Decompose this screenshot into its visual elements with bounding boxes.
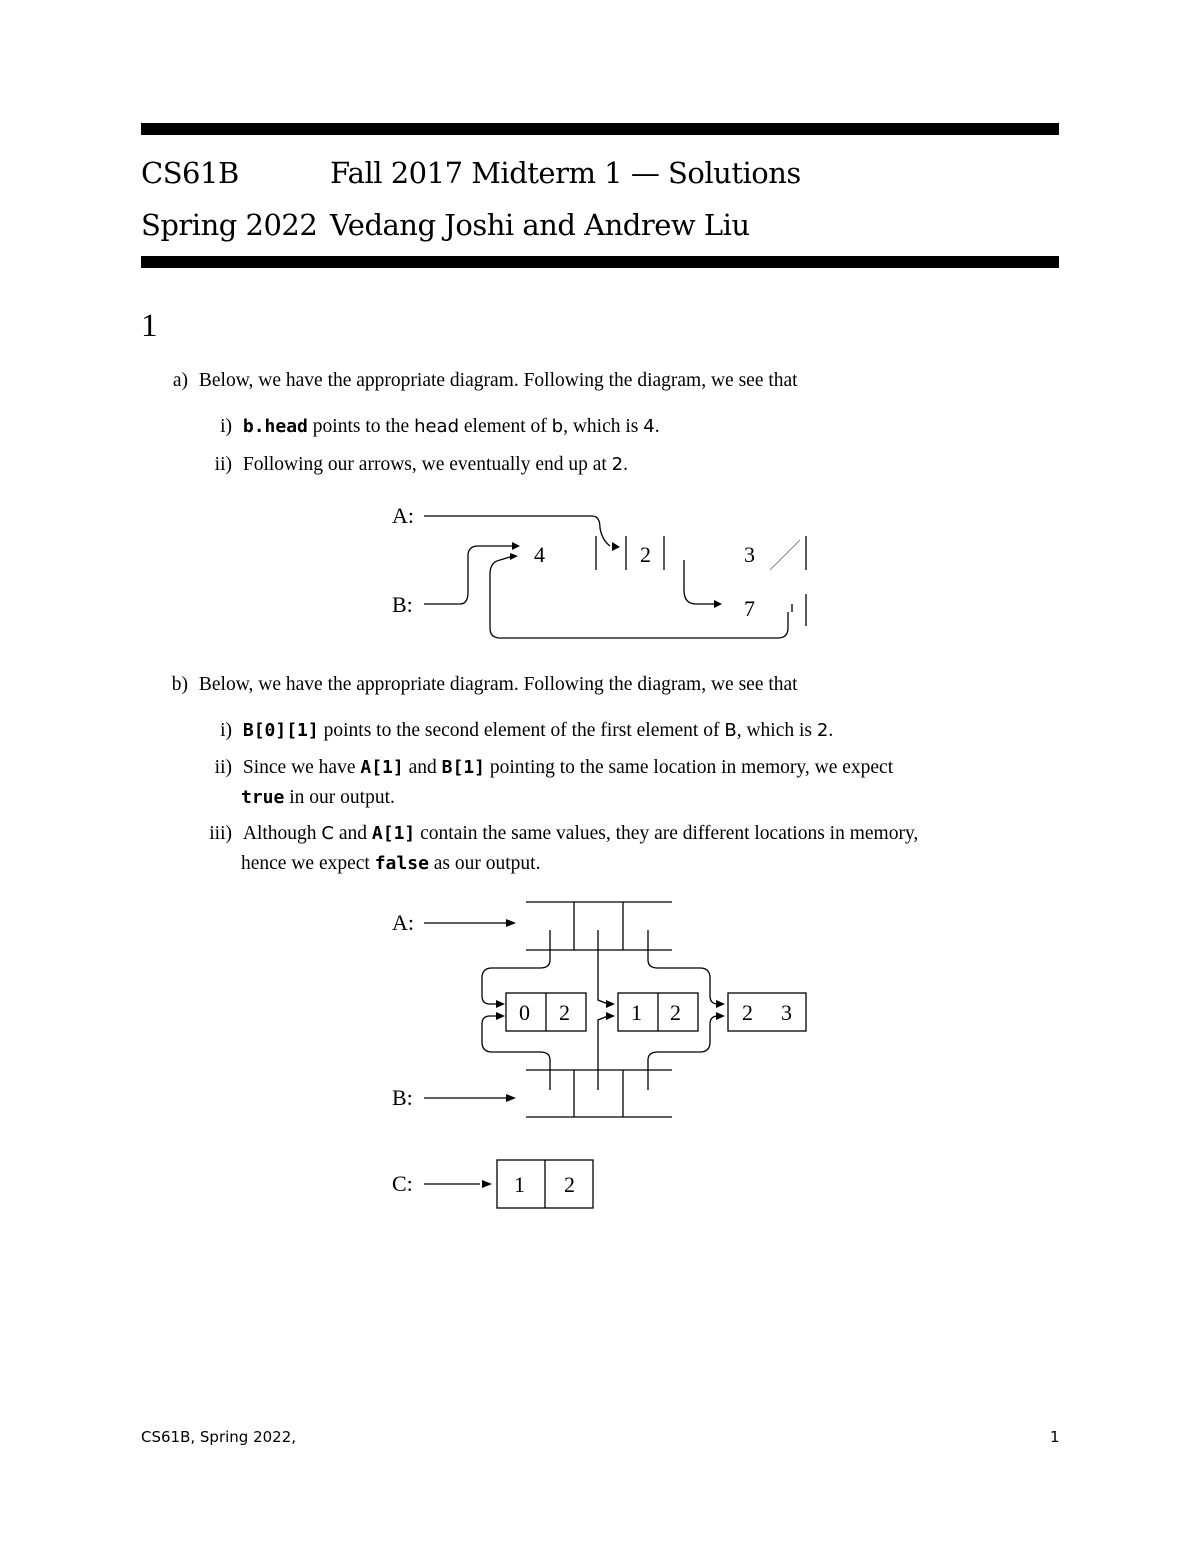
header-term: Spring 2022 (141, 208, 318, 242)
footer-left: CS61B, Spring 2022, (141, 1428, 297, 1446)
node-value-7: 7 (744, 596, 755, 621)
header-course: CS61B (141, 156, 239, 190)
part-b-label: b) (171, 674, 188, 695)
node-value-4: 4 (534, 542, 545, 567)
diagram-b-label-a: A: (392, 910, 414, 935)
array1-value1: 2 (670, 1000, 681, 1025)
part-b-item-2: ii) Since we have A[1] and B[1] pointing to the same location in memory, we expect true in our output. (214, 757, 894, 808)
c-array-value1: 2 (564, 1172, 575, 1197)
header-top-rule (141, 123, 1059, 135)
node-value-3: 3 (744, 542, 755, 567)
diagram-a-label-b: B: (392, 592, 413, 617)
part-a-label: a) (172, 370, 188, 391)
header-title: Fall 2017 Midterm 1 — Solutions (330, 156, 801, 190)
diagram-b-label-c: C: (392, 1171, 413, 1196)
diagram-b-label-b: B: (392, 1085, 413, 1110)
part-b-intro (160, 670, 798, 700)
array2-value1: 3 (781, 1000, 792, 1025)
header-bottom-rule (141, 256, 1059, 268)
array0-value0: 0 (519, 1000, 530, 1025)
part-b-item-1: i) B[0][1] points to the second element of the first element of B, which is 2. (220, 720, 834, 741)
array1-value0: 1 (631, 1000, 642, 1025)
code-b-head: b.head (242, 416, 308, 437)
part-a-item-2: ii) Following our arrows, we eventually end up at 2. (214, 454, 628, 475)
section-number: 1 (141, 308, 158, 344)
array2-value0: 2 (742, 1000, 753, 1025)
c-array-value0: 1 (514, 1172, 525, 1197)
diagram-a-label-a: A: (392, 503, 414, 528)
array0-value1: 2 (559, 1000, 570, 1025)
part-b-intro-text: Below, we have the appropriate diagram. Following the diagram, we see that (198, 674, 798, 695)
part-b-item-3: iii) Although C and A[1] contain the same values, they are different locations in memory, hence we expect false as our output. (209, 823, 919, 874)
header-authors: Vedang Joshi and Andrew Liu (330, 208, 750, 242)
part-a-item-1: i) b.head points to the head element of b, which is 4. (220, 416, 660, 437)
part-a-intro-text: Below, we have the appropriate diagram. Following the diagram, we see that (198, 370, 798, 391)
node-value-2: 2 (640, 542, 651, 567)
page-number: 1 (1050, 1428, 1060, 1446)
part-a-intro (160, 366, 798, 396)
